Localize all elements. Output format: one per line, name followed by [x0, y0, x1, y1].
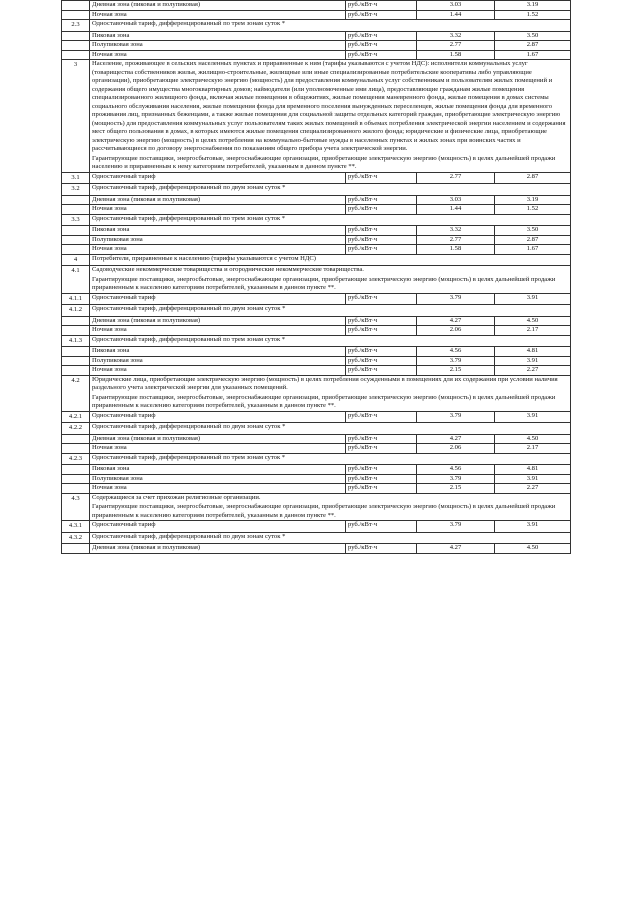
tariff-value-period-1: 3.32	[417, 31, 495, 41]
zone-row	[62, 226, 571, 236]
tariff-value-period-2: 2.87	[495, 235, 571, 245]
tariff-name: Полупиковая зона	[90, 235, 346, 245]
unit-label: руб./кВт·ч	[346, 484, 417, 494]
tariff-item-row	[62, 214, 571, 226]
unit-label: руб./кВт·ч	[346, 347, 417, 357]
tariff-name: Ночная зона	[90, 326, 346, 336]
tariff-name: Ночная зона	[90, 50, 346, 60]
tariff-name: Одноставочный тариф	[90, 172, 346, 184]
row-number	[62, 226, 90, 236]
zone-row	[62, 356, 571, 366]
unit-label: руб./кВт·ч	[346, 31, 417, 41]
tariff-value-period-1: 3.79	[417, 356, 495, 366]
zone-row	[62, 326, 571, 336]
row-number: 4.2.1	[62, 411, 90, 423]
tariff-value-period-2: 3.19	[495, 1, 571, 11]
tariff-type-label: Одноставочный тариф, дифференцированный по трем зонам суток *	[90, 453, 571, 465]
unit-label: руб./кВт·ч	[346, 366, 417, 376]
unit-label: руб./кВт·ч	[346, 356, 417, 366]
tariff-value-period-2: 4.50	[495, 316, 571, 326]
tariff-value-period-1: 2.06	[417, 326, 495, 336]
description-paragraph: Население, проживающее в сельских населенных пунктах и приравненные к ним (тарифы указываются с учетом НДС): исполнители коммунальных услуг (товарищества собственников жилья, жилищно-строительные, жилищные или иные специализированные потребительские кооперативы либо управляющие организации), приобретающие электрическую энергию (мощность) для предоставления коммунальных услуг собственникам и пользователям жилых помещений и содержания общего имущества многоквартирных домов; наймодатели (или уполномоченные ими лица), предоставляющие гражданам жилые помещения специализированного жилищного фонда, включая жилые помещения в общежитиях, жилые помещения маневренного фонда, жилые помещения в домах системы социального обслуживания населения, жилые помещения фонда для временного поселения вынужденных переселенцев, жилые помещения фонда для временного проживания лиц, признанных беженцами, а также жилые помещения для социальной защиты отдельных категорий граждан, приобретающие электрическую энергию (мощность) для предоставления коммунальных услуг пользователям таких жилых помещений в объемах потребления электрической энергии населением и содержания мест общего пользования в домах, в которых имеются жилые помещения специализированного жилого фонда; юридические и физические лица, приобретающие электрическую энергию (мощность) в целях потребления на коммунально-бытовые нужды в населенных пунктах и жилых зонах при воинских частях и рассчитывающиеся по договору энергоснабжения по показаниям общего прибора учета электрической энергии.	[92, 60, 566, 152]
tariff-value-period-1: 2.77	[417, 172, 495, 184]
tariff-name: Ночная зона	[90, 484, 346, 494]
tariff-value-period-2: 1.52	[495, 10, 571, 20]
unit-label: руб./кВт·ч	[346, 235, 417, 245]
row-number	[62, 347, 90, 357]
zone-row	[62, 465, 571, 475]
tariff-name: Полупиковая зона	[90, 474, 346, 484]
description-paragraph: Гарантирующие поставщики, энергосбытовые, энергоснабжающие организации, приобретающие электрическую энергию (мощность) в целях дальнейшей продажи приравненным к населению категориям потребителей, указанным в данном пункте **.	[92, 393, 556, 409]
row-number	[62, 444, 90, 454]
unit-label: руб./кВт·ч	[346, 544, 417, 554]
tariff-value-period-1: 2.15	[417, 484, 495, 494]
unit-label: руб./кВт·ч	[346, 226, 417, 236]
section-description	[90, 493, 571, 521]
tariff-name: Одноставочный тариф	[90, 293, 346, 305]
tariff-value-period-1: 3.79	[417, 293, 495, 305]
row-number: 4.1.2	[62, 305, 90, 317]
tariff-type-label: Одноставочный тариф, дифференцированный по трем зонам суток *	[90, 335, 571, 347]
section-row	[62, 493, 571, 521]
tariff-value-period-2: 3.50	[495, 31, 571, 41]
row-number	[62, 356, 90, 366]
tariff-table	[61, 0, 571, 554]
row-number	[62, 41, 90, 51]
row-number: 4.2.2	[62, 423, 90, 435]
tariff-item-row	[62, 20, 571, 32]
row-number	[62, 474, 90, 484]
unit-label: руб./кВт·ч	[346, 50, 417, 60]
tariff-value-period-1: 1.44	[417, 205, 495, 215]
tariff-name: Пиковая зона	[90, 465, 346, 475]
row-number	[62, 434, 90, 444]
description-paragraph: Садоводческие некоммерческие товарищества и огороднические некоммерческие товарищества.	[92, 266, 364, 273]
row-number	[62, 544, 90, 554]
zone-row	[62, 41, 571, 51]
tariff-value-period-2: 2.27	[495, 484, 571, 494]
tariff-value-period-2: 1.67	[495, 245, 571, 255]
tariff-item-row	[62, 411, 571, 423]
tariff-value-period-1: 1.58	[417, 50, 495, 60]
tariff-document	[61, 0, 570, 554]
description-paragraph: Гарантирующие поставщики, энергосбытовые, энергоснабжающие организации, приобретающие электрическую энергию (мощность) в целях дальнейшей продажи приравненным к населению категориям потребителей, указанным в данном пункте **.	[92, 503, 556, 519]
unit-label: руб./кВт·ч	[346, 326, 417, 336]
tariff-name: Полупиковая зона	[90, 41, 346, 51]
unit-label: руб./кВт·ч	[346, 293, 417, 305]
row-number	[62, 316, 90, 326]
zone-row	[62, 50, 571, 60]
tariff-name: Ночная зона	[90, 444, 346, 454]
unit-label: руб./кВт·ч	[346, 474, 417, 484]
section-description	[90, 266, 571, 294]
tariff-table-body	[62, 1, 571, 554]
row-number	[62, 366, 90, 376]
tariff-value-period-2: 1.67	[495, 50, 571, 60]
tariff-value-period-1: 3.79	[417, 521, 495, 533]
row-number	[62, 484, 90, 494]
tariff-value-period-2: 4.50	[495, 434, 571, 444]
unit-label: руб./кВт·ч	[346, 172, 417, 184]
tariff-item-row	[62, 423, 571, 435]
row-number: 4	[62, 254, 90, 266]
row-number	[62, 1, 90, 11]
tariff-value-period-2: 3.91	[495, 356, 571, 366]
tariff-item-row	[62, 532, 571, 544]
tariff-value-period-2: 1.52	[495, 205, 571, 215]
tariff-item-row	[62, 335, 571, 347]
zone-row	[62, 474, 571, 484]
row-number: 4.3.2	[62, 532, 90, 544]
unit-label: руб./кВт·ч	[346, 316, 417, 326]
description-paragraph: Юридические лица, приобретающие электрическую энергию (мощность) в целях потребления осужденными в помещениях для их содержания при условии наличия раздельного учета электрической энергии для указанных помещений.	[92, 375, 558, 391]
tariff-value-period-1: 3.79	[417, 474, 495, 484]
tariff-value-period-2: 3.19	[495, 195, 571, 205]
section-row	[62, 254, 571, 266]
tariff-value-period-1: 3.03	[417, 1, 495, 11]
section-description	[90, 60, 571, 173]
section-row	[62, 375, 571, 411]
tariff-name: Одноставочный тариф	[90, 521, 346, 533]
unit-label: руб./кВт·ч	[346, 195, 417, 205]
row-number	[62, 465, 90, 475]
tariff-value-period-1: 2.15	[417, 366, 495, 376]
tariff-name: Ночная зона	[90, 10, 346, 20]
unit-label: руб./кВт·ч	[346, 10, 417, 20]
tariff-name: Ночная зона	[90, 205, 346, 215]
tariff-name: Ночная зона	[90, 366, 346, 376]
tariff-type-label: Одноставочный тариф, дифференцированный по двум зонам суток *	[90, 184, 571, 196]
tariff-value-period-2: 2.17	[495, 326, 571, 336]
row-number: 4.2	[62, 375, 90, 411]
zone-row	[62, 366, 571, 376]
unit-label: руб./кВт·ч	[346, 465, 417, 475]
zone-row	[62, 316, 571, 326]
row-number: 3.3	[62, 214, 90, 226]
tariff-name: Ночная зона	[90, 245, 346, 255]
tariff-item-row	[62, 453, 571, 465]
section-row	[62, 266, 571, 294]
tariff-value-period-1: 2.77	[417, 235, 495, 245]
tariff-value-period-1: 4.56	[417, 465, 495, 475]
tariff-name: Дневная зона (пиковая и полупиковая)	[90, 195, 346, 205]
section-description	[90, 375, 571, 411]
tariff-name: Дневная зона (пиковая и полупиковая)	[90, 544, 346, 554]
tariff-type-label: Одноставочный тариф, дифференцированный по двум зонам суток *	[90, 532, 571, 544]
row-number: 3.1	[62, 172, 90, 184]
tariff-name: Дневная зона (пиковая и полупиковая)	[90, 1, 346, 11]
row-number: 3.2	[62, 184, 90, 196]
row-number	[62, 326, 90, 336]
row-number	[62, 195, 90, 205]
tariff-value-period-2: 3.50	[495, 226, 571, 236]
tariff-value-period-1: 4.27	[417, 434, 495, 444]
unit-label: руб./кВт·ч	[346, 521, 417, 533]
zone-row	[62, 1, 571, 11]
row-number: 4.1.1	[62, 293, 90, 305]
tariff-type-label: Одноставочный тариф, дифференцированный по трем зонам суток *	[90, 20, 571, 32]
tariff-type-label: Одноставочный тариф, дифференцированный по двум зонам суток *	[90, 423, 571, 435]
row-number: 2.3	[62, 20, 90, 32]
tariff-item-row	[62, 521, 571, 533]
description-paragraph: Гарантирующие поставщики, энергосбытовые, энергоснабжающие организации, приобретающие электрическую энергию (мощность) в целях дальнейшей продажи приравненным к населению категориям потребителей, указанным в данном пункте **.	[92, 275, 556, 291]
unit-label: руб./кВт·ч	[346, 1, 417, 11]
tariff-value-period-2: 3.91	[495, 411, 571, 423]
tariff-item-row	[62, 305, 571, 317]
tariff-name: Пиковая зона	[90, 31, 346, 41]
row-number: 3	[62, 60, 90, 173]
description-paragraph: Содержащиеся за счет прихожан религиозные организации.	[92, 493, 261, 501]
tariff-value-period-1: 4.27	[417, 544, 495, 554]
tariff-value-period-2: 3.91	[495, 474, 571, 484]
description-paragraph: Потребители, приравненные к населению (тарифы указываются с учетом НДС)	[92, 254, 317, 262]
tariff-item-row	[62, 184, 571, 196]
tariff-value-period-1: 1.44	[417, 10, 495, 20]
section-description	[90, 254, 571, 266]
tariff-type-label: Одноставочный тариф, дифференцированный по трем зонам суток *	[90, 214, 571, 226]
zone-row	[62, 544, 571, 554]
zone-row	[62, 31, 571, 41]
row-number	[62, 205, 90, 215]
row-number: 4.3.1	[62, 521, 90, 533]
unit-label: руб./кВт·ч	[346, 434, 417, 444]
zone-row	[62, 235, 571, 245]
tariff-value-period-1: 4.27	[417, 316, 495, 326]
tariff-value-period-2: 4.50	[495, 544, 571, 554]
zone-row	[62, 10, 571, 20]
row-number	[62, 31, 90, 41]
tariff-value-period-2: 2.87	[495, 41, 571, 51]
zone-row	[62, 434, 571, 444]
row-number	[62, 50, 90, 60]
zone-row	[62, 347, 571, 357]
unit-label: руб./кВт·ч	[346, 205, 417, 215]
tariff-value-period-1: 3.03	[417, 195, 495, 205]
row-number: 4.2.3	[62, 453, 90, 465]
tariff-value-period-1: 1.58	[417, 245, 495, 255]
tariff-value-period-2: 4.81	[495, 347, 571, 357]
tariff-value-period-2: 2.87	[495, 172, 571, 184]
tariff-value-period-2: 2.17	[495, 444, 571, 454]
unit-label: руб./кВт·ч	[346, 245, 417, 255]
row-number	[62, 235, 90, 245]
row-number	[62, 245, 90, 255]
tariff-value-period-1: 2.77	[417, 41, 495, 51]
tariff-value-period-2: 3.91	[495, 293, 571, 305]
row-number: 4.1	[62, 266, 90, 294]
tariff-name: Дневная зона (пиковая и полупиковая)	[90, 434, 346, 444]
zone-row	[62, 484, 571, 494]
zone-row	[62, 444, 571, 454]
tariff-item-row	[62, 172, 571, 184]
tariff-name: Дневная зона (пиковая и полупиковая)	[90, 316, 346, 326]
tariff-value-period-2: 2.27	[495, 366, 571, 376]
row-number: 4.3	[62, 493, 90, 521]
zone-row	[62, 205, 571, 215]
row-number	[62, 10, 90, 20]
description-paragraph: Гарантирующие поставщики, энергосбытовые, энергоснабжающие организации, приобретающие электрическую энергию (мощность) в целях дальнейшей продажи населению и приравненным к нему категориям потребителей, указанным в данном пункте **.	[92, 154, 556, 170]
tariff-name: Полупиковая зона	[90, 356, 346, 366]
row-number: 4.1.3	[62, 335, 90, 347]
unit-label: руб./кВт·ч	[346, 444, 417, 454]
unit-label: руб./кВт·ч	[346, 41, 417, 51]
zone-row	[62, 245, 571, 255]
tariff-value-period-1: 2.06	[417, 444, 495, 454]
tariff-name: Пиковая зона	[90, 347, 346, 357]
tariff-name: Одноставочный тариф	[90, 411, 346, 423]
section-row	[62, 60, 571, 173]
tariff-type-label: Одноставочный тариф, дифференцированный по двум зонам суток *	[90, 305, 571, 317]
tariff-value-period-1: 3.79	[417, 411, 495, 423]
tariff-item-row	[62, 293, 571, 305]
zone-row	[62, 195, 571, 205]
unit-label: руб./кВт·ч	[346, 411, 417, 423]
tariff-value-period-2: 3.91	[495, 521, 571, 533]
tariff-value-period-2: 4.81	[495, 465, 571, 475]
tariff-name: Пиковая зона	[90, 226, 346, 236]
tariff-value-period-1: 4.56	[417, 347, 495, 357]
tariff-value-period-1: 3.32	[417, 226, 495, 236]
